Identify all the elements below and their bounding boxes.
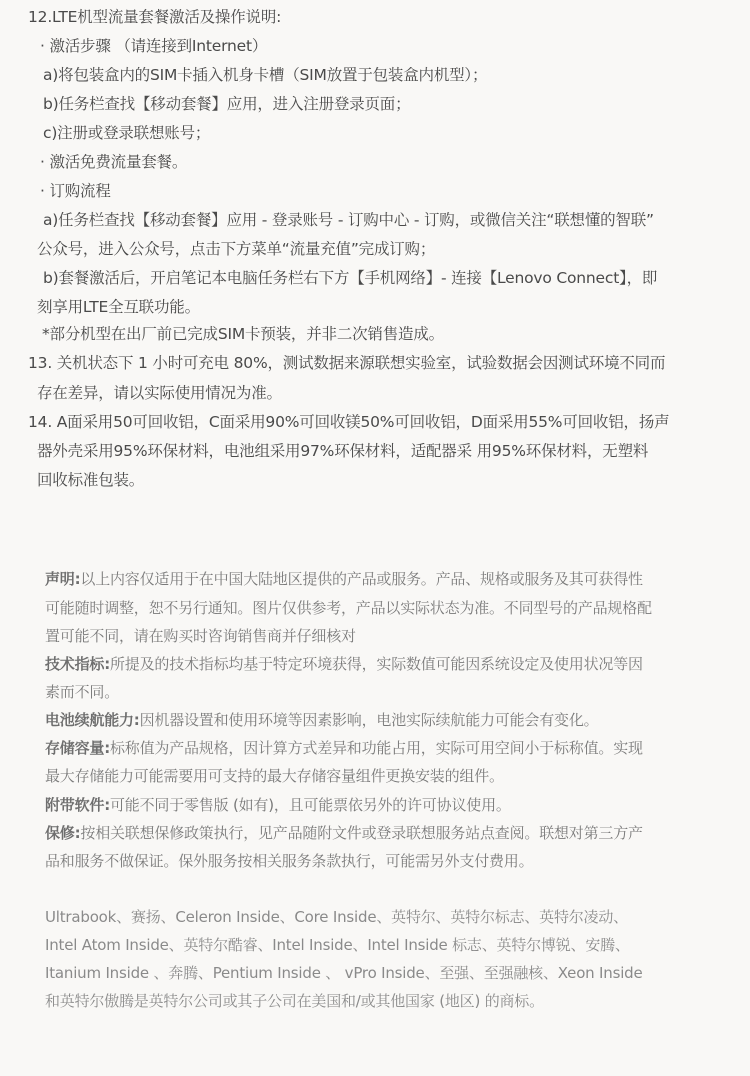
note-12-order-b-line1: b)套餐激活后，开启笔记本电脑任务栏右下方【手机网络】- 连接【Lenovo Connect】，即 bbox=[43, 269, 658, 287]
note-12-order-header: · 订购流程 bbox=[40, 182, 111, 200]
note-12-order-b-line2: 刻享用LTE全互联功能。 bbox=[37, 298, 200, 316]
storage-line1: 存储容量:标称值为产品规格，因计算方式差异和功能占用，实际可用空间小于标称值。实现 bbox=[45, 739, 643, 757]
trademark-line1: Ultrabook、赛扬、Celeron Inside、Core Inside、英特尔、英特尔标志、英特尔凌动、 bbox=[45, 908, 628, 926]
battery-label: 电池续航能力: bbox=[45, 711, 140, 729]
statement-label: 声明: bbox=[45, 570, 81, 588]
note-12-step-a: a)将包装盒内的SIM卡插入机身卡槽（SIM放置于包装盒内机型）； bbox=[43, 66, 488, 84]
trademark-line4: 和英特尔傲腾是英特尔公司或其子公司在美国和/或其他国家 (地区) 的商标。 bbox=[45, 992, 544, 1010]
storage-line2: 最大存储能力可能需要用可支持的最大存储容量组件更换安装的组件。 bbox=[45, 767, 504, 785]
note-14-line2: 器外壳采用95%环保材料，电池组采用97%环保材料，适配器采 用95%环保材料，无塑料 bbox=[37, 442, 649, 460]
statement-line2: 可能随时调整，恕不另行通知。图片仅供参考，产品以实际状态为准。不同型号的产品规格配 bbox=[45, 599, 652, 617]
tech-specs-label: 技术指标: bbox=[45, 655, 110, 673]
note-14-line1: 14. A面采用50可回收铝，C面采用90%可回收镁50%可回收铝，D面采用55%可回收铝，扬声 bbox=[28, 413, 670, 431]
warranty-line2: 品和服务不做保证。保外服务按相关服务条款执行，可能需另外支付费用。 bbox=[45, 852, 534, 870]
note-12-order-a-line1: a)任务栏查找【移动套餐】应用 - 登录账号 - 订购中心 - 订购，或微信关注“联想懂的智联” bbox=[43, 211, 654, 229]
note-12-title: 12.LTE机型流量套餐激活及操作说明: bbox=[28, 8, 282, 26]
note-13-line2: 存在差异，请以实际使用情况为准。 bbox=[37, 384, 282, 402]
note-12-activation-header: · 激活步骤 （请连接到Internet） bbox=[40, 37, 268, 55]
note-13-line1: 13. 关机状态下 1 小时可充电 80%，测试数据来源联想实验室，试验数据会因测试环境不同而 bbox=[28, 354, 666, 372]
note-12-step-c: c)注册或登录联想账号； bbox=[43, 124, 211, 142]
note-12-order-a-line2: 公众号，进入公众号，点击下方菜单“流量充值”完成订购； bbox=[37, 240, 436, 258]
trademark-line3: Itanium Inside 、奔腾、Pentium Inside 、 vPro Inside、至强、至强融核、Xeon Inside bbox=[45, 964, 643, 982]
statement-line3: 置可能不同，请在购买时咨询销售商并仔细核对 bbox=[45, 627, 356, 645]
software-label: 附带软件: bbox=[45, 796, 110, 814]
note-14-line3: 回收标准包装。 bbox=[37, 471, 145, 489]
storage-label: 存储容量: bbox=[45, 739, 110, 757]
statement-line1: 声明:以上内容仅适用于在中国大陆地区提供的产品或服务。产品、规格或服务及其可获得性 bbox=[45, 570, 643, 588]
software-line1: 附带软件:可能不同于零售版 (如有)，且可能票依另外的许可协议使用。 bbox=[45, 796, 511, 814]
trademark-line2: Intel Atom Inside、英特尔酷睿、Intel Inside、Intel Inside 标志、英特尔博锐、安腾、 bbox=[45, 936, 630, 954]
tech-specs-line2: 素而不同。 bbox=[45, 683, 120, 701]
note-12-activate-free: · 激活免费流量套餐。 bbox=[40, 153, 188, 171]
tech-specs-line1: 技术指标:所提及的技术指标均基于特定环境获得，实际数值可能因系统设定及使用状况等因 bbox=[45, 655, 643, 673]
warranty-label: 保修: bbox=[45, 824, 81, 842]
note-12-step-b: b)任务栏查找【移动套餐】应用，进入注册登录页面； bbox=[43, 95, 411, 113]
battery-line1: 电池续航能力:因机器设置和使用环境等因素影响，电池实际续航能力可能会有变化。 bbox=[45, 711, 599, 729]
warranty-line1: 保修:按相关联想保修政策执行，见产品随附文件或登录联想服务站点查阅。联想对第三方产 bbox=[45, 824, 643, 842]
note-12-footnote: *部分机型在出厂前已完成SIM卡预装，并非二次销售造成。 bbox=[42, 325, 444, 343]
